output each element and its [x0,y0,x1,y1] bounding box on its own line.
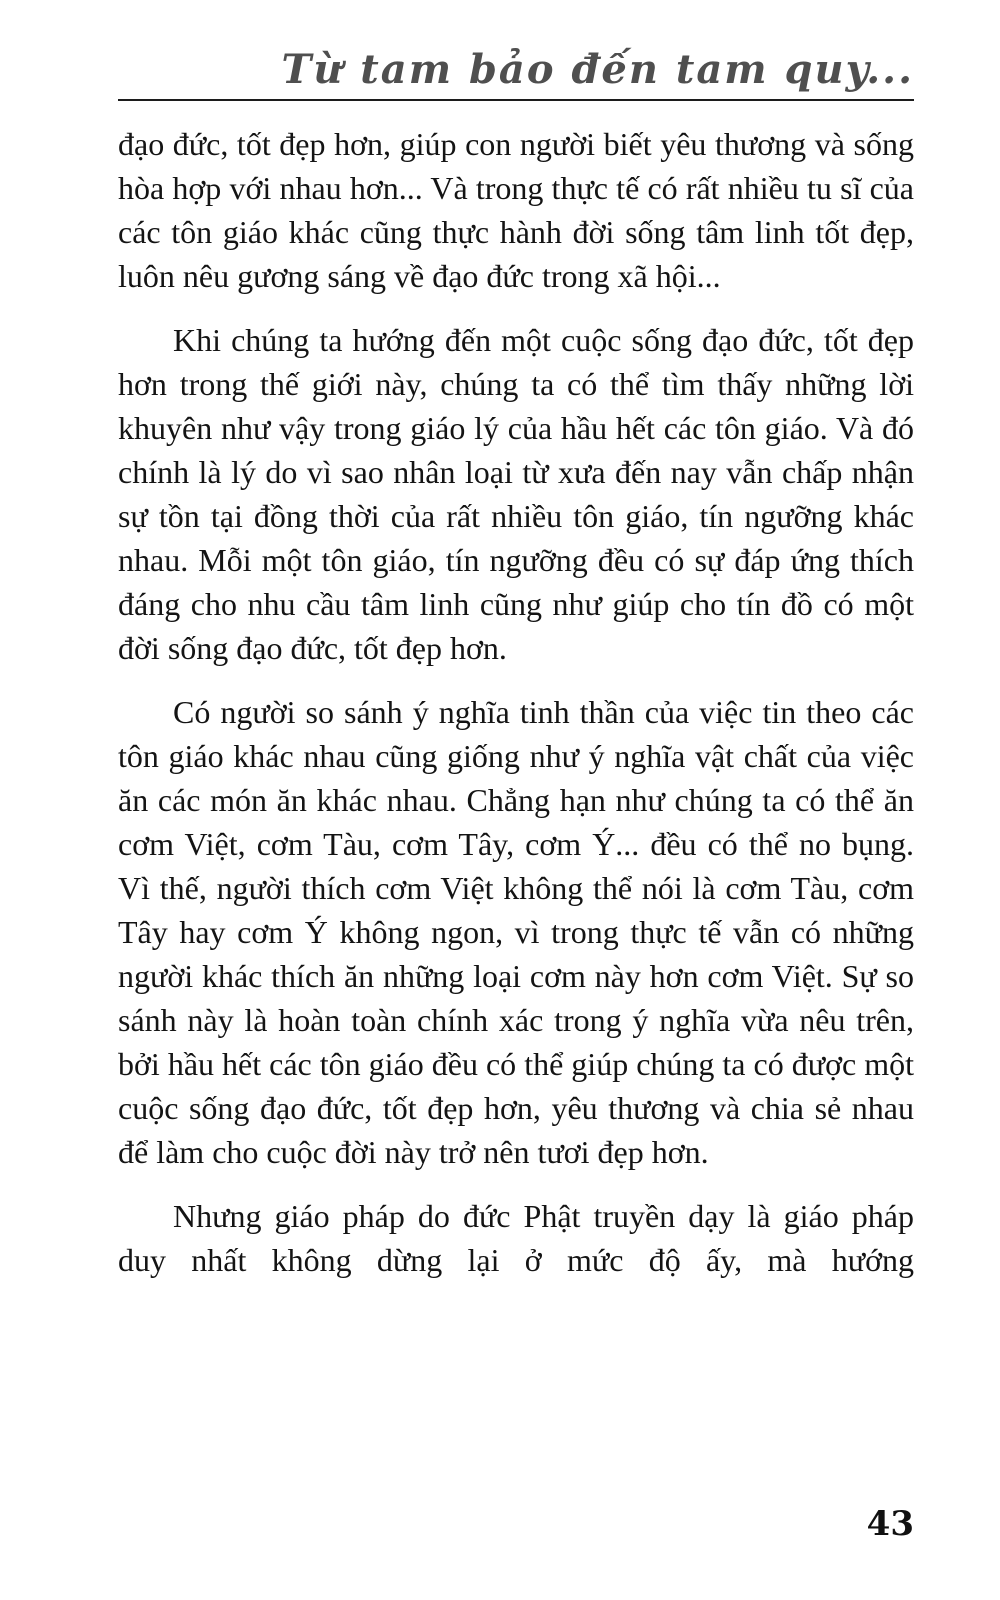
page-header [118,46,914,101]
paragraph: Khi chúng ta hướng đến một cuộc sống đạo đức, tốt đẹp hơn trong thế giới này, chúng ta có thể tìm thấy những lời khuyên như vậy trong giáo lý của hầu hết các tôn giáo. Và đó chính là lý do vì sao nhân loại từ xưa đến nay vẫn chấp nhận sự tồn tại đồng thời của rất nhiều tôn giáo, tín ngưỡng khác nhau. Mỗi một tôn giáo, tín ngưỡng đều có sự đáp ứng thích đáng cho nhu cầu tâm linh cũng như giúp cho tín đồ có một đời sống đạo đức, tốt đẹp hơn. [118,322,914,666]
page-number: 43 [866,1504,914,1544]
paragraph-continuation: đạo đức, tốt đẹp hơn, giúp con người biết yêu thương và sống hòa hợp với nhau hơn... Và trong thực tế có rất nhiều tu sĩ của các tôn giáo khác cũng thực hành đời sống tâm linh tốt đẹp, luôn nêu gương sáng về đạo đức trong xã hội... [118,126,914,294]
page-body [118,122,914,1282]
header-divider [118,99,914,101]
paragraph-continues-next-page: Nhưng giáo pháp do đức Phật truyền dạy là giáo pháp duy nhất không dừng lại ở mức độ ấy, mà hướng [118,1198,914,1278]
running-header-title: Từ tam bảo đến tam quy... [281,46,914,93]
paragraph: Có người so sánh ý nghĩa tinh thần của việc tin theo các tôn giáo khác nhau cũng giống như ý nghĩa vật chất của việc ăn các món ăn khác nhau. Chẳng hạn như chúng ta có thể ăn cơm Việt, cơm Tàu, cơm Tây, cơm Ý... đều có thể no bụng. Vì thế, người thích cơm Việt không thể nói là cơm Tàu, cơm Tây hay cơm Ý không ngon, vì trong thực tế vẫn có những người khác thích ăn những loại cơm này hơn cơm Việt. Sự so sánh này là hoàn toàn chính xác trong ý nghĩa vừa nêu trên, bởi hầu hết các tôn giáo đều có thể giúp chúng ta có được một cuộc sống đạo đức, tốt đẹp hơn, yêu thương và chia sẻ nhau để làm cho cuộc đời này trở nên tươi đẹp hơn. [118,694,914,1170]
